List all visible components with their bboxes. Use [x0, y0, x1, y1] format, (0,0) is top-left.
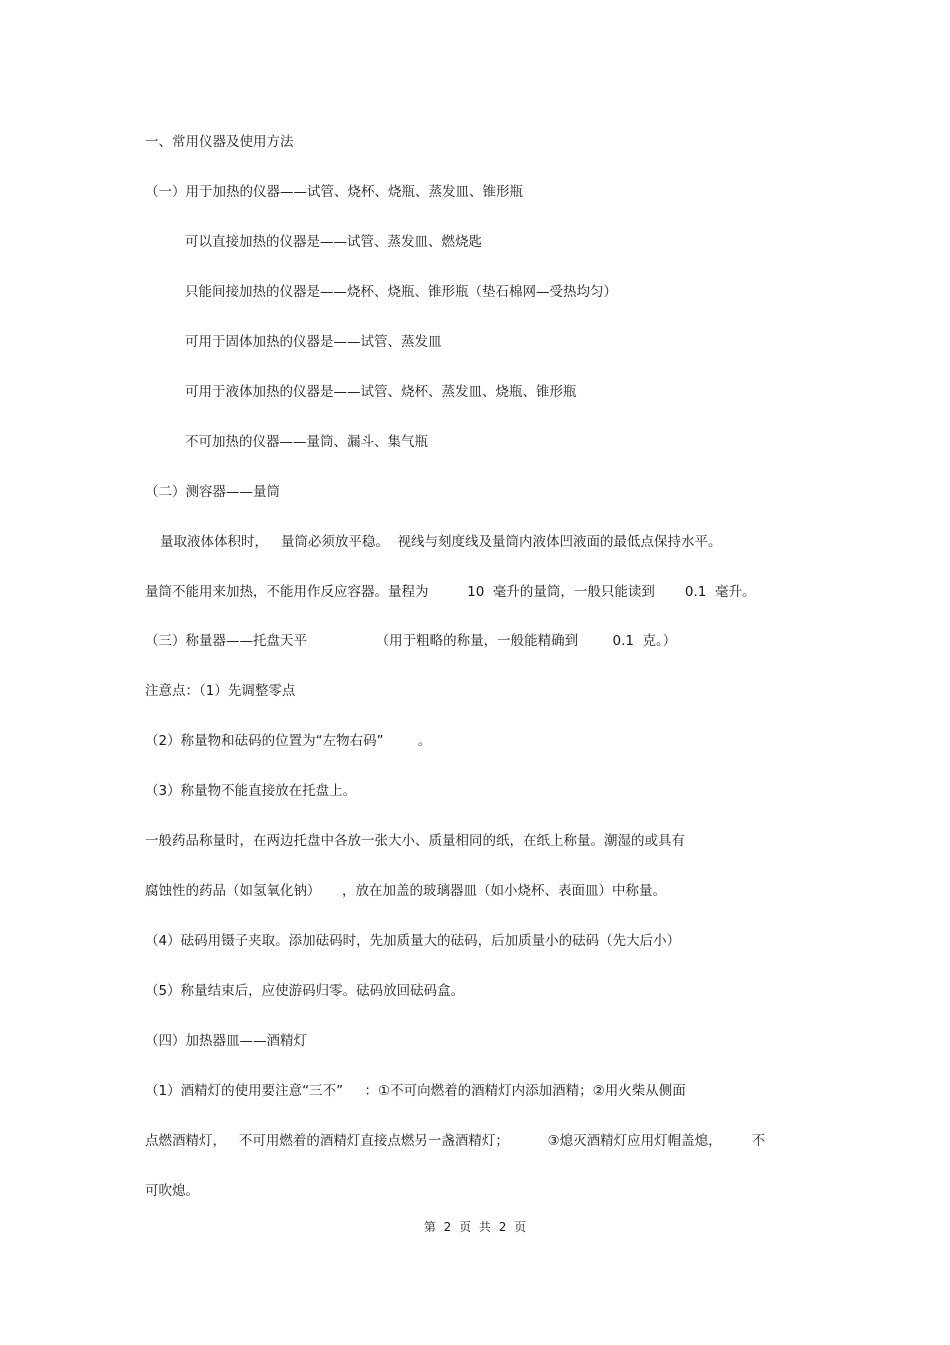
text-line: 可以直接加热的仪器是——试管、蒸发皿、燃烧匙 — [185, 234, 482, 250]
text-line: 一般药品称量时，在两边托盘中各放一张大小、质量相同的纸，在纸上称量。潮湿的或具有 — [145, 833, 685, 849]
text-line: 可用于液体加热的仪器是——试管、烧杯、蒸发皿、烧瓶、锥形瓶 — [185, 384, 577, 400]
text-line: 量取液体体积时， 量筒必须放平稳。 视线与刻度线及量筒内液体凹液面的最低点保持水平。 — [160, 534, 722, 550]
text-line: 量筒不能用来加热，不能用作反应容器。量程为 10 毫升的量筒，一般只能读到 0.1 毫升。 — [145, 584, 756, 600]
subsection-heading: （一）用于加热的仪器——试管、烧杯、烧瓶、蒸发皿、锥形瓶 — [145, 184, 523, 200]
text-line: 可吹熄。 — [145, 1183, 199, 1199]
subsection-heading: （四）加热器皿——酒精灯 — [145, 1033, 307, 1049]
text-line: （4）砝码用镊子夹取。添加砝码时，先加质量大的砝码，后加质量小的砝码（先大后小） — [145, 933, 681, 949]
text-line: 腐蚀性的药品（如氢氧化钠） ，放在加盖的玻璃器皿（如小烧杯、表面皿）中称量。 — [145, 883, 666, 899]
text-line: （5）称量结束后，应使游码归零。砝码放回砝码盒。 — [145, 983, 465, 999]
subsection-heading: （二）测容器——量筒 — [145, 484, 280, 500]
text-line: （1）酒精灯的使用要注意“三不” ：①不可向燃着的酒精灯内添加酒精；②用火柴从侧面 — [145, 1083, 686, 1099]
page-footer: 第 2 页 共 2 页 — [423, 1220, 527, 1234]
text-line: 不可加热的仪器——量筒、漏斗、集气瓶 — [185, 434, 428, 450]
text-line: 点燃酒精灯， 不可用燃着的酒精灯直接点燃另一盏酒精灯； ③熄灭酒精灯应用灯帽盖熄， 不 — [145, 1133, 766, 1149]
text-line: （2）称量物和砝码的位置为“左物右码” 。 — [145, 733, 432, 749]
text-line: 注意点：（1）先调整零点 — [145, 683, 296, 699]
subsection-heading: （三）称量器——托盘天平 （用于粗略的称量，一般能精确到 0.1 克。） — [145, 633, 677, 649]
text-line: （3）称量物不能直接放在托盘上。 — [145, 783, 357, 799]
text-line: 可用于固体加热的仪器是——试管、蒸发皿 — [185, 334, 442, 350]
text-line: 只能间接加热的仪器是——烧杯、烧瓶、锥形瓶（垫石棉网—受热均匀） — [185, 284, 617, 300]
section-heading: 一、常用仪器及使用方法 — [145, 134, 294, 150]
